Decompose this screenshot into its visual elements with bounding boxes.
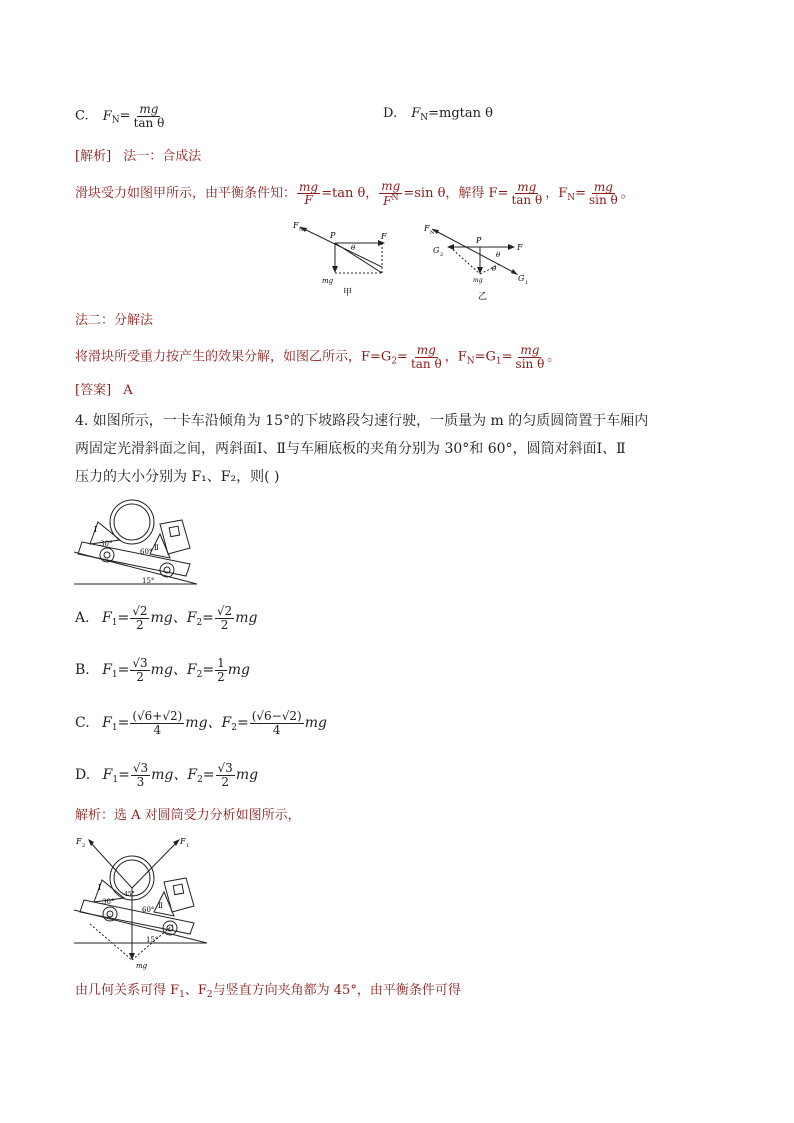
label-45: 45° xyxy=(124,891,135,898)
solution-line2 xyxy=(75,980,461,1006)
label-theta: θ xyxy=(492,265,497,273)
figure-yi xyxy=(423,224,528,302)
diagonal xyxy=(335,243,382,273)
subscript: 1 xyxy=(495,356,502,367)
numerator: mg xyxy=(381,179,401,193)
incline-ii xyxy=(150,534,170,558)
incline-ii xyxy=(154,892,174,916)
equals: = xyxy=(118,767,130,784)
truck-figure xyxy=(72,494,202,589)
subscript: 2 xyxy=(391,356,398,367)
fraction xyxy=(130,605,149,631)
option-letter: D. xyxy=(383,106,398,121)
question4-line2: 两固定光滑斜面之间，两斜面Ⅰ、Ⅱ与车厢底板的夹角分别为 30°和 60°，圆筒对斜面Ⅰ、Ⅱ xyxy=(75,441,626,457)
denominator: sin θ xyxy=(515,356,545,371)
label-theta: θ xyxy=(351,244,356,252)
label-p: P xyxy=(476,236,482,245)
symbol: F xyxy=(102,610,112,627)
numerator: mg xyxy=(520,343,540,357)
symbol: F xyxy=(102,715,112,732)
text: mg xyxy=(235,610,258,627)
label-60: 60° xyxy=(142,906,155,914)
arrowhead xyxy=(332,266,338,273)
denominator: sin θ xyxy=(589,193,618,208)
subscript: 1 xyxy=(111,723,118,734)
fraction xyxy=(587,181,620,207)
numerator: mg xyxy=(139,102,159,116)
f2-arrow xyxy=(90,842,132,888)
text: ，F xyxy=(444,349,467,365)
label-fn: F xyxy=(293,221,299,230)
label-mg: mg xyxy=(136,962,148,970)
equals: = xyxy=(202,610,214,627)
denominator: F xyxy=(383,193,392,208)
subscript: 2 xyxy=(206,990,213,1000)
method2-label: 法二：分解法 xyxy=(75,313,154,328)
equals: = xyxy=(117,715,130,732)
fraction xyxy=(514,344,547,370)
label-g2: G xyxy=(433,246,440,255)
label-15: 15° xyxy=(142,577,155,585)
text: 。 xyxy=(620,186,634,202)
numerator: (√6−√2) xyxy=(251,709,302,723)
equals: = xyxy=(119,108,131,124)
denominator: F xyxy=(304,193,313,208)
answer-tag: [答案] xyxy=(75,383,112,398)
cab-window xyxy=(173,884,183,894)
symbol: F xyxy=(102,662,112,679)
label-f2: F xyxy=(76,837,82,846)
dashed-line xyxy=(480,264,500,274)
equals: = xyxy=(117,610,130,627)
text: ，F xyxy=(545,186,568,202)
numerator: √3 xyxy=(132,656,148,670)
equals: = xyxy=(202,662,215,679)
option-letter: C. xyxy=(75,108,89,124)
dashed-line xyxy=(450,247,480,274)
numerator: mg xyxy=(416,343,436,357)
text: 滑块受力如图甲所示，由平衡条件知： xyxy=(75,186,297,202)
method1-label: 法一：合成法 xyxy=(123,149,202,164)
label-ii: Ⅱ xyxy=(158,902,163,910)
label-p: P xyxy=(330,231,336,240)
caption-yi: 乙 xyxy=(478,292,488,302)
subscript: 2 xyxy=(197,775,203,786)
numerator: 1 xyxy=(217,656,225,670)
denominator: tan θ xyxy=(511,193,543,208)
numerator: √2 xyxy=(132,604,148,618)
subscript: 1 xyxy=(186,843,190,849)
text: mg xyxy=(304,715,327,732)
subscript: N xyxy=(299,227,304,233)
text: mg、F xyxy=(150,610,197,627)
cylinder-inner xyxy=(114,504,150,540)
label-15: 15° xyxy=(146,936,159,944)
numerator: √2 xyxy=(216,604,233,618)
text: =G xyxy=(474,349,496,365)
numerator: (√6+√2) xyxy=(132,709,183,723)
equals: = xyxy=(236,715,249,732)
equals: = xyxy=(501,349,513,365)
cylinder-outer xyxy=(110,500,154,544)
label-f: F xyxy=(381,232,387,241)
text: 将滑块所受重力按产生的效果分解，如图乙所示，F=G xyxy=(75,349,392,365)
fraction xyxy=(132,103,167,129)
text: mg、F xyxy=(150,662,197,679)
option-letter: D. xyxy=(75,767,91,784)
option-letter: B. xyxy=(75,662,90,679)
arrowhead xyxy=(129,953,135,960)
label-f1: F xyxy=(180,837,186,846)
denominator: tan θ xyxy=(133,115,165,130)
text: 、F xyxy=(184,983,207,998)
label-mg: mg xyxy=(473,277,483,284)
subscript: 2 xyxy=(196,618,203,629)
numerator: mg xyxy=(593,179,613,194)
text: mg xyxy=(227,662,250,679)
option-b xyxy=(75,657,250,686)
subscript: 1 xyxy=(111,618,118,629)
option-c xyxy=(75,710,327,739)
wheel-hub xyxy=(107,911,113,917)
denominator: 4 xyxy=(153,722,162,737)
label-i: Ⅰ xyxy=(94,525,98,534)
figure-jia xyxy=(292,221,387,298)
arrowhead xyxy=(511,269,518,275)
numerator: mg xyxy=(517,179,537,194)
subscript: 2 xyxy=(82,843,86,849)
label-60: 60° xyxy=(140,548,153,556)
label-theta: θ xyxy=(496,251,501,259)
question4-line3: 压力的大小分别为 F₁、F₂，则( ) xyxy=(75,469,280,485)
fraction xyxy=(509,181,544,207)
option-d-prev xyxy=(383,103,493,129)
truck-bed xyxy=(78,542,190,576)
analysis-tag: [解析] xyxy=(75,149,112,164)
option-letter: C. xyxy=(75,715,90,732)
answer-value: A xyxy=(123,383,133,398)
subscript: N xyxy=(567,193,576,204)
fraction xyxy=(215,605,234,631)
fraction xyxy=(130,710,184,736)
numerator: √3 xyxy=(217,761,233,775)
label-f: F xyxy=(517,243,523,252)
question4-line1: 4. 如图所示，一卡车沿倾角为 15°的下坡路段匀速行驶，一质量为 m 的匀质圆筒置于车厢内 xyxy=(75,413,649,429)
figure-jia-yi xyxy=(290,215,540,305)
subscript: 1 xyxy=(525,280,529,286)
solution-figure xyxy=(72,828,212,973)
text: 。 xyxy=(547,349,561,365)
subscript: 1 xyxy=(112,775,119,786)
analysis-line2 xyxy=(75,344,560,373)
equals: = xyxy=(575,186,587,202)
subscript: 1 xyxy=(111,670,118,681)
cab-window xyxy=(169,526,179,536)
denominator: tan θ xyxy=(410,356,442,371)
text: 由几何关系可得 F xyxy=(75,983,180,998)
option-letter: A. xyxy=(75,610,90,627)
label-30: 30° xyxy=(102,898,115,906)
solution-line1: 解析：选 A 对圆筒受力分析如图所示， xyxy=(75,808,301,823)
wheel-hub xyxy=(104,552,110,558)
analysis-line1 xyxy=(75,180,634,209)
numerator: mg xyxy=(299,179,319,194)
fraction xyxy=(297,181,320,207)
analysis-heading xyxy=(75,146,201,168)
subscript: N xyxy=(430,230,435,236)
label-i: Ⅰ xyxy=(98,883,102,892)
fraction xyxy=(130,657,149,683)
fraction xyxy=(216,762,235,788)
superscript: N xyxy=(391,192,399,202)
subscript: 2 xyxy=(440,252,444,258)
expression: =mgtan θ xyxy=(428,106,493,121)
fraction xyxy=(409,344,444,370)
option-c-prev xyxy=(75,103,167,132)
label-mg: mg xyxy=(322,277,334,285)
label-30: 30° xyxy=(100,540,113,548)
label-fn: F xyxy=(424,224,430,233)
arrowhead xyxy=(477,267,483,274)
denominator: 2 xyxy=(217,669,225,684)
text: =sin θ，解得 F= xyxy=(403,186,509,202)
truck-cab xyxy=(164,878,194,912)
numerator: √3 xyxy=(132,761,149,775)
fraction xyxy=(215,657,227,683)
truck-cab xyxy=(160,520,190,554)
equals: = xyxy=(397,349,408,365)
symbol: F xyxy=(102,767,113,784)
text: mg、F xyxy=(185,715,232,732)
denominator: 3 xyxy=(136,774,145,789)
subscript: N xyxy=(111,115,120,126)
dashed-line xyxy=(90,924,132,960)
symbol: F xyxy=(411,106,421,121)
answer-line xyxy=(75,380,133,402)
text: 与竖直方向夹角都为 45°，由平衡条件可得 xyxy=(212,983,461,998)
subscript: N xyxy=(420,113,429,123)
symbol: F xyxy=(102,108,112,124)
fn-g1-line xyxy=(432,229,515,273)
label-ii: Ⅱ xyxy=(154,544,159,552)
label-g1: G xyxy=(518,274,525,283)
caption-jia: 甲 xyxy=(343,288,353,298)
subscript: 1 xyxy=(179,990,185,1000)
wheel-front xyxy=(160,563,174,577)
option-a xyxy=(75,605,257,634)
denominator: 2 xyxy=(220,617,229,632)
equals: = xyxy=(202,767,215,784)
option-d xyxy=(75,762,258,791)
text: =tan θ， xyxy=(321,186,379,202)
subscript: N xyxy=(466,356,475,367)
text: mg xyxy=(235,767,259,784)
denominator: 2 xyxy=(136,617,144,632)
fraction xyxy=(131,762,150,788)
subscript: 2 xyxy=(196,670,203,681)
text: mg、F xyxy=(151,767,198,784)
arrowhead xyxy=(508,244,515,250)
subscript: 2 xyxy=(231,723,237,734)
denominator: 2 xyxy=(136,669,144,684)
equals: = xyxy=(117,662,130,679)
fraction xyxy=(250,710,304,736)
denominator: 2 xyxy=(221,774,229,789)
denominator: 4 xyxy=(272,722,281,737)
fraction xyxy=(379,180,402,207)
